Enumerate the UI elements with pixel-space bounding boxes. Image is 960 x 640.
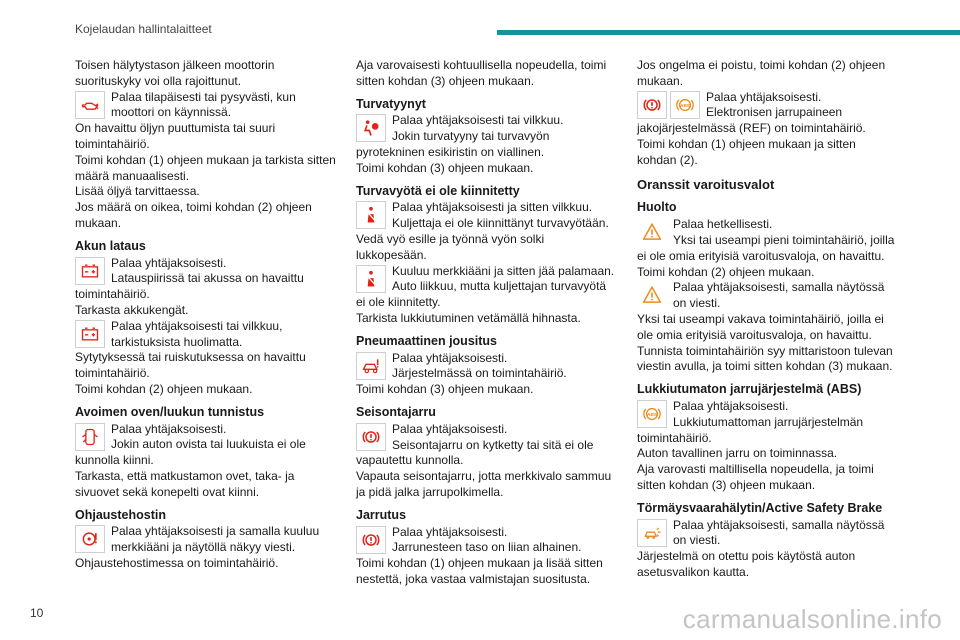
text-line: Toimi kohdan (3) ohjeen mukaan.: [356, 160, 534, 175]
text-line: toimintahäiriö.: [637, 430, 712, 445]
air-suspension-icon: [356, 352, 386, 380]
text-line: Palaa yhtäjaksoisesti.: [392, 524, 508, 539]
page-header-title: Kojelaudan hallintalaitteet: [75, 22, 212, 36]
text-line: Elektronisen jarrupaineen: [706, 105, 843, 120]
text-line: Jarrunesteen taso on liian alhainen.: [392, 540, 582, 555]
text-line: Toimi kohdan (1) ohjeen mukaan ja tarkista sitten: [75, 152, 336, 167]
text-line: Tunnista toimintahäiriön syy mittaristoon tulevan: [637, 343, 893, 358]
seatbelt-icon: [356, 265, 386, 293]
text-line: Auton tavallinen jarru on toiminnassa.: [637, 446, 838, 461]
text-line: moottori on käynnissä.: [111, 105, 232, 120]
text-line: Jokin turvatyyny tai turvavyön: [392, 129, 550, 144]
text-line: viestin avulla, ja toimi sitten kohdan (3) mukaan.: [637, 359, 893, 374]
section-heading: Pneumaattinen jousitus: [356, 333, 497, 348]
text-line: asetusvalikon kautta.: [637, 564, 750, 579]
text-line: Palaa yhtäjaksoisesti tai vilkkuu,: [111, 318, 283, 333]
battery-warning-row: [75, 319, 337, 351]
text-line: mukaan.: [637, 73, 684, 88]
text-line: vapautettu kunnolla.: [356, 453, 464, 468]
text-line: Kuuluu merkkiääni ja sitten jää palamaan.: [392, 263, 615, 278]
text-line: Palaa yhtäjaksoisesti ja sitten vilkkuu.: [392, 200, 593, 215]
section-heading: Lukkiutumaton jarrujärjestelmä (ABS): [637, 382, 862, 397]
section-heading: Turvavyötä ei ole kiinnitetty: [356, 183, 520, 198]
text-line: suorituskyky voi olla rajoittunut.: [75, 73, 242, 88]
brake-warning-icon: [356, 526, 386, 554]
text-line: Tarkasta akkukengät.: [75, 302, 189, 317]
seatbelt-icon: [356, 201, 386, 229]
airbag-icon: [356, 114, 386, 142]
text-line: toimintahäiriö.: [75, 366, 150, 381]
text-line: ole omia erityisiä varoitusvaloja, on havaittu.: [637, 327, 872, 342]
text-line: Palaa yhtäjaksoisesti.: [673, 398, 789, 413]
text-line: sitten kohdan (3) ohjeen mukaan.: [356, 73, 535, 88]
text-line: Toimi kohdan (2) ohjeen mukaan.: [75, 381, 253, 396]
text-line: Seisontajarru on kytketty tai sitä ei ole: [392, 437, 594, 452]
text-line: Jos määrä on oikea, toimi kohdan (2) ohjeen: [75, 200, 312, 215]
open-door-icon: [75, 423, 105, 451]
text-line: Palaa yhtäjaksoisesti.: [706, 89, 822, 104]
text-line: Vedä vyö esille ja työnnä vyön solki: [356, 231, 545, 246]
text-line: Palaa hetkellisesti.: [673, 217, 773, 232]
text-line: Palaa yhtäjaksoisesti.: [392, 350, 508, 365]
text-line: lukkopesään.: [356, 247, 427, 262]
steering-warning-row: [75, 524, 337, 556]
abs-row: [637, 399, 899, 431]
text-line: kunnolla kiinni.: [75, 453, 154, 468]
section-heading: Huolto: [637, 200, 677, 215]
oil-warning-row: [75, 90, 337, 122]
seatbelt-row: [356, 200, 618, 232]
text-line: on viesti.: [673, 533, 721, 548]
text-line: Auto liikkuu, mutta kuljettajan turvavyötä: [392, 279, 607, 294]
battery-icon: [75, 320, 105, 348]
text-line: Jos ongelma ei poistu, toimi kohdan (2) ohjeen: [637, 58, 886, 72]
text-line: Palaa tilapäisesti tai pysyvästi, kun: [111, 89, 296, 104]
column-2: [356, 58, 618, 588]
steering-wheel-warning-icon: [75, 525, 105, 553]
service-warning-icon: [637, 281, 667, 309]
svg-text:ABS: ABS: [680, 102, 690, 108]
text-line: kohdan (2).: [637, 152, 698, 167]
text-line: toimintahäiriö.: [75, 287, 150, 302]
text-line: Toimi kohdan (2) ohjeen mukaan.: [637, 264, 815, 279]
section-heading: Ohjaustehostin: [75, 507, 166, 522]
svg-text:ABS: ABS: [647, 411, 657, 417]
service-warning-row: [637, 217, 899, 249]
parking-brake-icon: [356, 423, 386, 451]
brake-warning-row: [356, 525, 618, 557]
text-line: ei ole kiinnitetty.: [356, 295, 441, 310]
column-3: [637, 58, 899, 581]
text-line: Palaa yhtäjaksoisesti, samalla näytössä: [673, 280, 885, 295]
text-line: Palaa yhtäjaksoisesti, samalla näytössä: [673, 517, 885, 532]
open-door-row: [75, 422, 337, 454]
section-heading: Turvatyynyt: [356, 96, 426, 111]
text-line: Palaa yhtäjaksoisesti.: [111, 421, 227, 436]
text-line: toimintahäiriö.: [75, 136, 150, 151]
battery-warning-row: [75, 256, 337, 288]
text-line: Sytytyksessä tai ruiskutuksessa on havaittu: [75, 350, 306, 365]
text-line: Aja varovaisesti kohtuullisella nopeudella, toimi: [356, 58, 607, 72]
column-1: [75, 58, 337, 572]
text-line: Järjestelmässä on toimintahäiriö.: [392, 366, 567, 381]
text-line: Latauspiirissä tai akussa on havaittu: [111, 271, 304, 286]
parking-brake-row: [356, 422, 618, 454]
collision-warning-icon: [637, 519, 667, 547]
text-line: on viesti.: [673, 296, 721, 311]
seatbelt-row: [356, 264, 618, 296]
service-warning-icon: [637, 218, 667, 246]
page-number: 10: [30, 606, 44, 620]
text-line: Ohjaustehostimessa on toimintahäiriö.: [75, 555, 279, 570]
text-line: ei ole omia erityisiä varoitusvaloja, on havaittu.: [637, 248, 885, 263]
abs-icon: [637, 400, 667, 428]
text-line: Palaa yhtäjaksoisesti tai vilkkuu.: [392, 113, 564, 128]
collision-warning-row: [637, 518, 899, 550]
text-line: sivuovet sekä konepelti ovat kiinni.: [75, 484, 260, 499]
ref-warning-row: [637, 90, 899, 122]
text-line: On havaittu öljyn puuttumista tai suuri: [75, 121, 276, 136]
text-line: Toimi kohdan (1) ohjeen mukaan ja sitten: [637, 136, 856, 151]
text-line: Palaa yhtäjaksoisesti ja samalla kuuluu: [111, 524, 320, 539]
section-heading: Oranssit varoitusvalot: [637, 176, 775, 192]
text-line: Kuljettaja ei ole kiinnittänyt turvavyötään.: [392, 216, 609, 231]
service-warning-row: [637, 280, 899, 312]
text-line: Yksi tai useampi pieni toimintahäiriö, joilla: [673, 232, 895, 247]
text-line: Toimi kohdan (1) ohjeen mukaan ja lisää sitten: [356, 556, 603, 571]
text-line: pyrotekninen esikiristin on viallinen.: [356, 144, 545, 159]
text-line: jakojärjestelmässä (REF) on toimintahäiriö.: [637, 121, 866, 136]
abs-icon: [670, 91, 700, 119]
text-line: Palaa yhtäjaksoisesti.: [111, 255, 227, 270]
text-line: Yksi tai useampi vakava toimintahäiriö, joilla ei: [637, 311, 884, 326]
text-line: Lisää öljyä tarvittaessa.: [75, 184, 200, 199]
section-heading: Avoimen oven/luukun tunnistus: [75, 404, 265, 419]
section-heading: Jarrutus: [356, 507, 407, 522]
text-line: mukaan.: [75, 215, 122, 230]
text-line: ja pidä jalka jarrupolkimella.: [356, 484, 504, 499]
text-line: Lukkiutumattoman jarrujärjestelmän: [673, 414, 864, 429]
header-accent-bar: [497, 30, 960, 35]
text-line: sitten kohdan (3) ohjeen mukaan.: [637, 477, 816, 492]
battery-icon: [75, 257, 105, 285]
text-line: Aja varovasti maltillisella nopeudella, ja toimi: [637, 462, 874, 477]
section-heading: Seisontajarru: [356, 404, 436, 419]
section-heading: Akun lataus: [75, 238, 146, 253]
text-line: nestettä, joka vastaa valmistajan suositusta.: [356, 571, 591, 586]
oil-can-icon: [75, 91, 105, 119]
text-line: Tarkasta, että matkustamon ovet, taka- ja: [75, 468, 295, 483]
text-line: Toimi kohdan (3) ohjeen mukaan.: [356, 382, 534, 397]
text-line: tarkistuksista huolimatta.: [111, 334, 243, 349]
text-line: Toisen hälytystason jälkeen moottorin: [75, 58, 275, 72]
air-suspension-row: [356, 351, 618, 383]
text-line: Järjestelmä on otettu pois käytöstä auton: [637, 549, 856, 564]
text-line: merkkiääni ja näytöllä näkyy viesti.: [111, 540, 296, 555]
airbag-row: [356, 113, 618, 145]
brake-warning-icon: [637, 91, 667, 119]
text-line: Vapauta seisontajarru, jotta merkkivalo sammuu: [356, 469, 612, 484]
section-heading: Törmäysvaarahälytin/Active Safety Brake: [637, 500, 883, 515]
text-line: Palaa yhtäjaksoisesti.: [392, 421, 508, 436]
text-line: määrä manuaalisesti.: [75, 168, 190, 183]
watermark: carmanualsonline.info: [682, 604, 942, 634]
text-line: Jokin auton ovista tai luukuista ei ole: [111, 437, 306, 452]
text-line: Tarkista lukkiutuminen vetämällä hihnasta.: [356, 310, 581, 325]
